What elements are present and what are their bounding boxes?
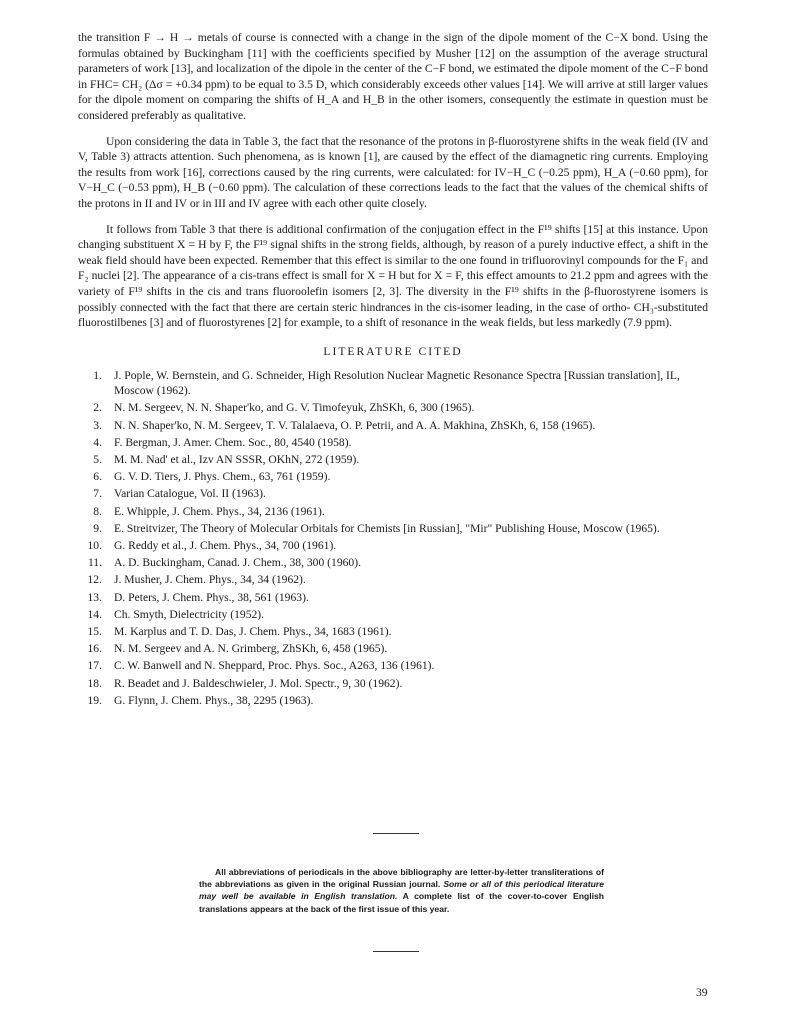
reference-item: 10. G. Reddy et al., J. Chem. Phys., 34, 700 (1961). — [87, 538, 337, 552]
literature-heading: LITERATURE CITED — [323, 344, 463, 358]
reference-item: 4. F. Bergman, J. Amer. Chem. Soc., 80, 4540 (1958). — [93, 435, 352, 449]
reference-item: 6. G. V. D. Tiers, J. Phys. Chem., 63, 761 (1959). — [93, 470, 331, 484]
reference-item: 18. R. Beadet and J. Baldeschwieler, J. Mol. Spectr., 9, 30 (1962). — [87, 676, 403, 690]
reference-item: 9. E. Streitvizer, The Theory of Molecular Orbitals for Chemists [in Russian], "Mir" Publishing House, Moscow (1965). — [93, 521, 660, 535]
reference-list — [78, 368, 708, 708]
reference-item: 14. Ch. Smyth, Dielectricity (1952). — [87, 607, 265, 621]
abbreviation-note: All abbreviations of periodicals in the above bibliography are letter-by-letter transliterations of the abbreviations as given in the original Russian journal. Some or all of this periodical literature may well be available in English translation. A complete list of the cover-to-cover English translations appears at the back of the first issue of this year. — [199, 867, 604, 914]
page-body — [78, 30, 708, 710]
paragraph-1: the transition F → H → metals of course is connected with a change in the sign of the dipole moment of the C−X bond. Using the formulas obtained by Buckingham [11] with the coefficients specified by Musher [12] on the assumption of the average structural parameters of work [13], and localization of the dipole in the center of the C−F bond, we estimated the dipole moment of the C−F bond in FHC= CH₂ (Δσ = +0.34 ppm) to be equal to 3.5 D, which considerably exceeds other values [14]. We will arrive at still larger values for the dipole moment on comparing the shifts of H_A and H_B in the other isomers, consequently the estimate in question must be considered preferably as qualitative. — [78, 31, 708, 122]
reference-item: 19. G. Flynn, J. Chem. Phys., 38, 2295 (1963). — [87, 693, 314, 707]
divider-rule — [373, 833, 419, 834]
reference-item: 8. E. Whipple, J. Chem. Phys., 34, 2136 (1961). — [93, 504, 325, 518]
reference-item: 7. Varian Catalogue, Vol. II (1963). — [93, 487, 266, 501]
reference-item: 11. A. D. Buckingham, Canad. J. Chem., 38, 300 (1960). — [87, 556, 361, 570]
reference-item: 17. C. W. Banwell and N. Sheppard, Proc. Phys. Soc., A263, 136 (1961). — [87, 659, 435, 673]
reference-item: 1. J. Pople, W. Bernstein, and G. Schneider, High Resolution Nuclear Magnetic Resonance Spectra [Russian translation], IL, Moscow (1962). — [93, 368, 680, 398]
reference-item: 13. D. Peters, J. Chem. Phys., 38, 561 (1963). — [87, 590, 309, 604]
divider-rule — [373, 951, 419, 952]
reference-item: 5. M. M. Nad' et al., Izv AN SSSR, OKhN, 272 (1959). — [93, 452, 360, 466]
reference-item: 3. N. N. Shaper'ko, N. M. Sergeev, T. V. Talalaeva, O. P. Petrii, and A. A. Makhina, ZhSKh, 6, 158 (1965). — [93, 418, 596, 432]
reference-item: 12. J. Musher, J. Chem. Phys., 34, 34 (1962). — [87, 573, 306, 587]
reference-item: 2. N. M. Sergeev, N. N. Shaper'ko, and G. V. Timofeyuk, ZhSKh, 6, 300 (1965). — [93, 401, 475, 415]
paragraph-3: It follows from Table 3 that there is additional confirmation of the conjugation effect in the F¹⁹ shifts [15] at this instance. Upon changing substituent X = H by F, the F¹⁹ signal shifts in the strong fields, although, by reason of a purely inductive effect, a shift in the weak field should have been expected. Remember that this effect is similar to the one found in trifluorovinyl compounds for the F₁ and F₂ nuclei [2]. The appearance of a cis-trans effect is small for X = H but for X = F, this effect amounts to 21.2 ppm and agrees with the variety of F¹⁹ shifts in the cis and trans fluoroolefin isomers [2, 3]. The diversity in the F¹⁹ shifts in the β-fluorostyrene isomers is possibly connected with the fact that there are certain steric hindrances in the cis-isomer leading, in the case of ortho- CH₃-substituted fluorostilbenes [3] and of fluorostyrenes [2] for example, to a shift of resonance in the weak fields, but less markedly (7.9 ppm). — [78, 222, 708, 330]
reference-item: 16. N. M. Sergeev and A. N. Grimberg, ZhSKh, 6, 458 (1965). — [87, 642, 388, 656]
paragraph-2: Upon considering the data in Table 3, the fact that the resonance of the protons in β-fluorostyrene shifts in the weak field (IV and V, Table 3) attracts attention. Such phenomena, as is known [1], are caused by the effect of the diamagnetic ring currents. Employing the results from work [16], corrections caused by the ring currents, were calculated: for IV−H_C (−0.25 ppm), H_A (−0.60 ppm), for V−H_C (−0.53 ppm), H_B (−0.60 ppm). The calculation of these corrections leads to the fact that the values of the chemical shifts of the protons in II and IV or in III and IV agree with each other quite closely. — [78, 134, 708, 210]
page-number: 39 — [696, 986, 708, 999]
reference-item: 15. M. Karplus and T. D. Das, J. Chem. Phys., 34, 1683 (1961). — [87, 624, 392, 638]
